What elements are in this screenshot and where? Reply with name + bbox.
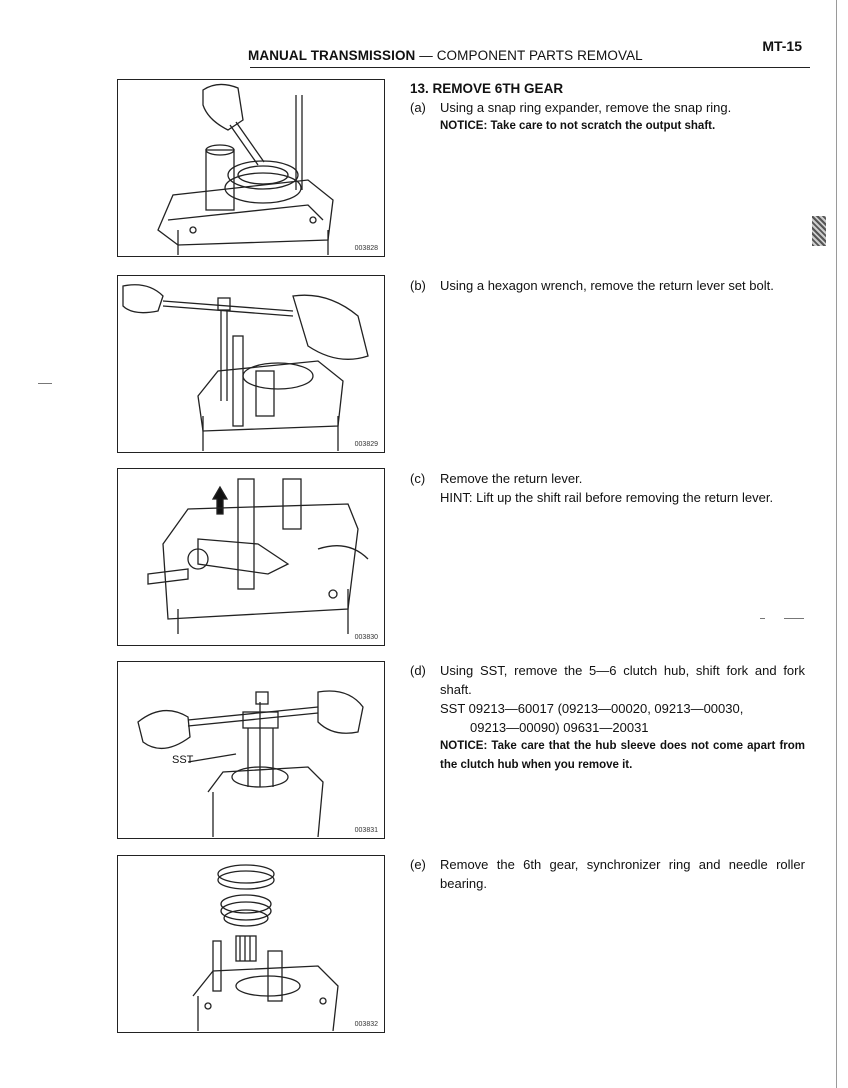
substep-b [410,276,805,295]
figure-id: 003831 [354,827,378,834]
figure-id: 003829 [354,441,378,448]
substep-text: Using a hexagon wrench, remove the return lever set bolt. [440,278,774,293]
substep-c-block [410,469,805,507]
figure-6th-gear [117,855,385,1033]
substep-text: Remove the return lever. [440,471,583,486]
substep-text: Using a snap ring expander, remove the snap ring. [440,100,732,115]
figure-id: 003832 [354,1021,378,1028]
notice-label: NOTICE: [440,740,488,752]
step-title: REMOVE 6TH GEAR [432,81,564,96]
scan-mark [760,618,765,619]
return-lever-illustration [118,469,383,644]
scan-mark [38,383,52,384]
hint-label: HINT: [440,490,473,505]
substep-label: (b) [410,278,426,293]
gear-exploded-illustration [118,856,383,1031]
notice [440,117,805,136]
sst-part-numbers-continued: 09213—00090) 09631—20031 [470,720,649,735]
sst-puller-illustration [118,662,383,837]
substep-a [410,98,805,136]
substep-e-block [410,855,805,893]
substep-label: (e) [410,857,426,872]
figure-id: 003828 [354,245,378,252]
snap-ring-illustration [118,80,383,255]
figure-return-lever-bolt [117,275,385,453]
header-section-subtitle: — COMPONENT PARTS REMOVAL [415,48,643,63]
hint [440,488,805,507]
figure-id: 003830 [354,634,378,641]
substep-d-block [410,661,805,775]
notice-label: NOTICE: [440,120,488,132]
step-13-block [410,79,805,136]
substep-label: (a) [410,100,426,115]
hint-text: Lift up the shift rail before removing the return lever. [472,490,774,505]
substep-label: (c) [410,471,426,486]
page-header [248,38,808,68]
figure-clutch-hub-sst [117,661,385,839]
step-heading [410,79,805,98]
notice-text: Take care to not scratch the output shaft. [487,120,716,132]
substep-text: Using SST, remove the 5—6 clutch hub, shift fork and fork shaft. [440,663,805,697]
figure-snap-ring-removal [117,79,385,257]
step-number: 13. [410,81,429,96]
page-edge-line [836,0,837,1088]
header-section-title: MANUAL TRANSMISSION [248,48,416,63]
sst-part-numbers: SST 09213—60017 (09213—00020, 09213—00030, [440,701,744,716]
substep-b-block [410,276,805,295]
section-tab-marker [812,216,826,246]
sst-callout-label: SST [172,754,194,766]
hexagon-wrench-illustration [118,276,383,451]
scan-mark [784,618,804,619]
substep-c [410,469,805,507]
header-rule [250,67,810,68]
substep-text: Remove the 6th gear, synchronizer ring and needle roller bearing. [440,857,805,891]
substep-d [410,661,805,775]
substep-label: (d) [410,663,426,678]
substep-e [410,855,805,893]
figure-return-lever [117,468,385,646]
notice-text: Take care that the hub sleeve does not come apart from the clutch hub when you remove it. [440,740,805,771]
notice [440,737,805,775]
page-number: MT-15 [762,38,802,54]
header-title [248,48,643,63]
